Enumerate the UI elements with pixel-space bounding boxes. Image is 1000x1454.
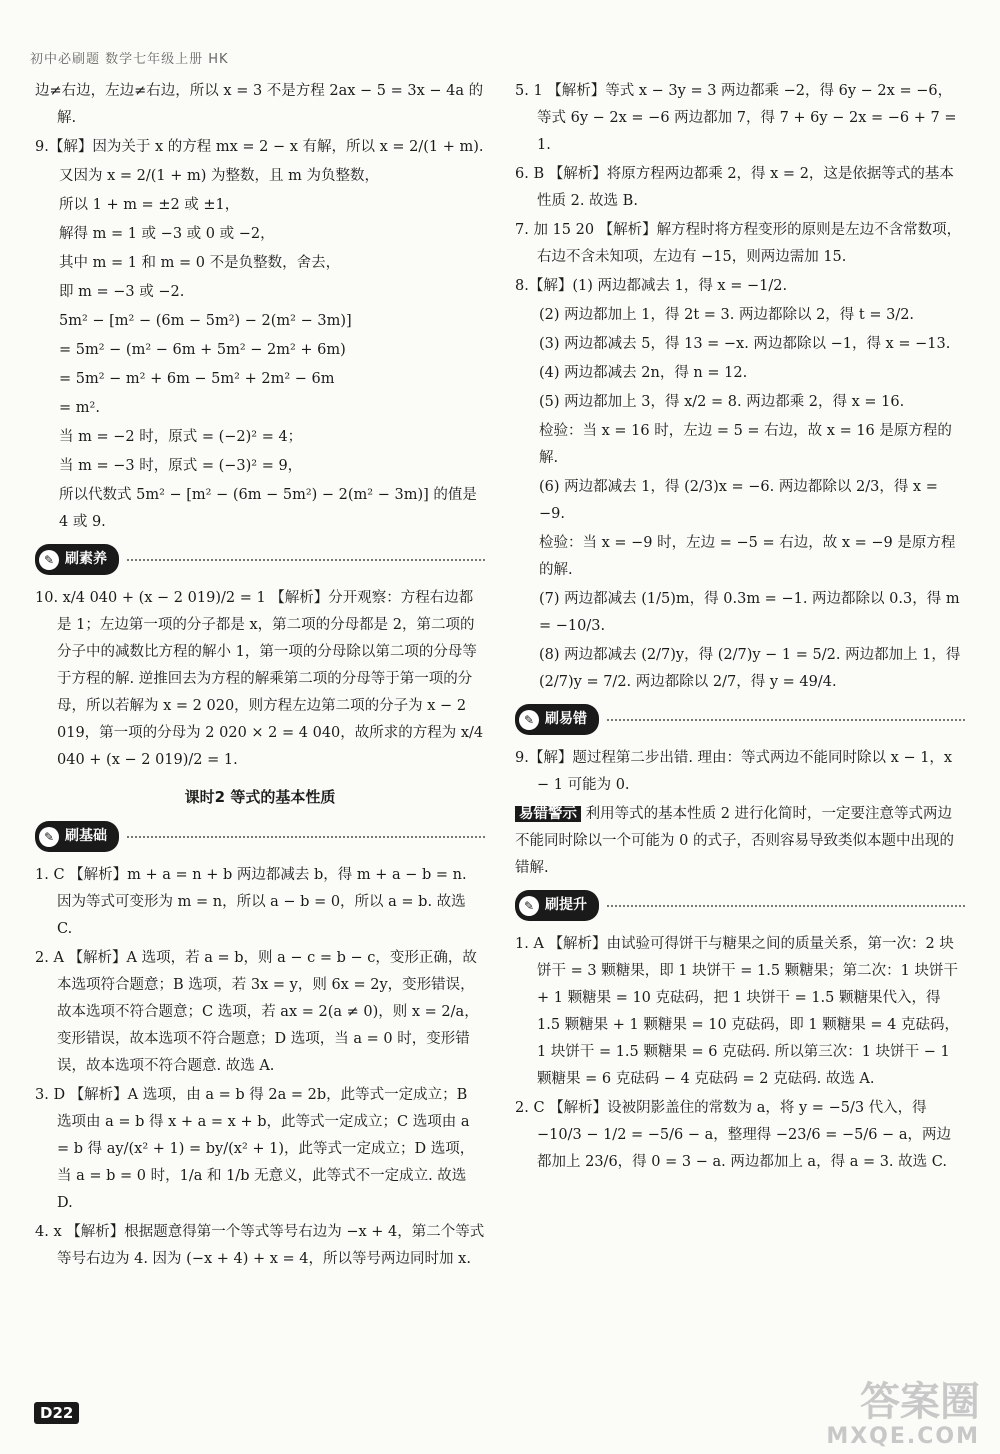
answer-9-line: 又因为 x = 2/(1 + m) 为整数，且 m 为负整数， bbox=[59, 168, 379, 184]
answer-9-line: = 5m² − (m² − 6m + 5m² − 2m² + 6m) bbox=[59, 342, 346, 358]
pen-icon: ✎ bbox=[519, 896, 539, 916]
section-tag bbox=[515, 704, 599, 735]
section-band-jichu bbox=[35, 821, 485, 852]
section-tag bbox=[35, 544, 119, 575]
answer-9-line: 9.【解】因为关于 x 的方程 mx = 2 − x 有解，所以 x = 2/(1 + m). bbox=[35, 139, 484, 155]
right-column bbox=[515, 78, 965, 1178]
answer-10: 10. x/4 040 + (x − 2 019)/2 = 1 【解析】分开观察：方程右边都是 1；左边第一项的分子都是 x，第二项的分母都是 2，第二项的分子中的减数比方程的解小 1，第一项的分母除以第二项的分母等于方程的解. 逆推回去为方程的解乘第二项的分母等于第一项的分母，所以若解为 x = 2 020，则方程左边第二项的分子为 x − 2 019，第一项的分母为 2 020 × 2 = 4 040，故所求的方程为 x/4 040 + (x − 2 019)/2 = 1. bbox=[35, 590, 484, 768]
warning-text: 利用等式的基本性质 2 进行化简时，一定要注意等式两边不能同时除以一个可能为 0 的式子，否则容易导致类似本题中出现的错解. bbox=[515, 806, 954, 876]
page-number: D22 bbox=[34, 1402, 79, 1424]
answer-8-step: (7) 两边都减去 (1/5)m，得 0.3m = −1. 两边都除以 0.3，得 m = −10/3. bbox=[539, 591, 960, 634]
section-tag-label: 刷素养 bbox=[65, 551, 107, 567]
section-tag bbox=[35, 821, 119, 852]
answer-9-line: 当 m = −3 时，原式 = (−3)² = 9， bbox=[59, 458, 303, 474]
answer-6: 6. B 【解析】将原方程两边都乘 2，得 x = 2，这是依据等式的基本性质 2. 故选 B. bbox=[515, 166, 954, 209]
answer-1: 1. C 【解析】m + a = n + b 两边都减去 b，得 m + a − b = n. 因为等式可变形为 m = n，所以 a − b = 0，所以 a = b. 故选 C. bbox=[35, 867, 467, 937]
section-tag-label: 刷易错 bbox=[545, 711, 587, 727]
answer-8-step: (5) 两边都加上 3，得 x/2 = 8. 两边都乘 2，得 x = 16. bbox=[539, 394, 905, 410]
answer-8-check: 检验：当 x = −9 时，左边 = −5 = 右边，故 x = −9 是原方程的解. bbox=[539, 535, 956, 578]
dotted-divider bbox=[127, 836, 485, 838]
answer-7: 7. 加 15 20 【解析】解方程时将方程变形的原则是左边不含常数项，右边不含未知项，左边有 −15，则两边需加 15. bbox=[515, 222, 962, 265]
answer-8-step: (4) 两边都减去 2n，得 n = 12. bbox=[539, 365, 748, 381]
answer-9-line: 即 m = −3 或 −2. bbox=[59, 284, 185, 300]
answer-9-line: 解得 m = 1 或 −3 或 0 或 −2， bbox=[59, 226, 275, 242]
answer-t2: 2. C 【解析】设被阴影盖住的常数为 a，将 y = −5/3 代入，得 −10/3 − 1/2 = −5/6 − a，整理得 −23/6 = −5/6 − a，两边都加上 23/6，得 0 = 3 − a. 两边都加上 a，得 a = 3. 故选 C. bbox=[515, 1100, 951, 1170]
running-header: 初中必刷题 数学七年级上册 HK bbox=[30, 52, 229, 67]
answer-4: 4. x 【解析】根据题意得第一个等式等号右边为 −x + 4，第二个等式等号右边为 4. 因为 (−x + 4) + x = 4，所以等号两边同时加 x. bbox=[35, 1224, 485, 1267]
answer-9-line: 其中 m = 1 和 m = 0 不是负整数，舍去， bbox=[59, 255, 341, 271]
section-band-suyang bbox=[35, 544, 485, 575]
dotted-divider bbox=[607, 905, 965, 907]
watermark-cn: 答案圈 bbox=[860, 1379, 980, 1425]
left-column bbox=[35, 78, 485, 1275]
section-tag-label: 刷基础 bbox=[65, 828, 107, 844]
answer-e9: 9.【解】题过程第二步出错. 理由：等式两边不能同时除以 x − 1，x − 1 可能为 0. bbox=[515, 750, 953, 793]
section-tag bbox=[515, 890, 599, 921]
answer-9-line: 5m² − [m² − (6m − 5m²) − 2(m² − 3m)] bbox=[59, 313, 352, 329]
dotted-divider bbox=[607, 719, 965, 721]
answer-8-check: 检验：当 x = 16 时，左边 = 5 = 右边，故 x = 16 是原方程的解. bbox=[539, 423, 952, 466]
pen-icon: ✎ bbox=[39, 827, 59, 847]
answer-2: 2. A 【解析】A 选项，若 a = b，则 a − c = b − c，变形正确，故本选项符合题意；B 选项，若 3x = y，则 6x = 2y，变形错误，故本选项不符合题意；C 选项，若 ax = 2(a ≠ 0)，则 x = 2/a，变形错误，故本选项不符合题意；D 选项，当 a = 0 时，变形错误，故本选项不符合题意. 故选 A. bbox=[35, 950, 479, 1074]
answer-8-step: (3) 两边都减去 5，得 13 = −x. 两边都除以 −1，得 x = −13. bbox=[539, 336, 951, 352]
error-warning bbox=[515, 801, 965, 882]
answer-8-step: (2) 两边都加上 1，得 2t = 3. 两边都除以 2，得 t = 3/2. bbox=[539, 307, 915, 323]
answer-9-line: = 5m² − m² + 6m − 5m² + 2m² − 6m bbox=[59, 371, 335, 387]
watermark bbox=[826, 1380, 980, 1449]
answer-8-step: (8) 两边都减去 (2/7)y，得 (2/7)y − 1 = 5/2. 两边都加上 1，得 (2/7)y = 7/2. 两边都除以 2/7，得 y = 49/4. bbox=[539, 647, 961, 690]
answer-t1: 1. A 【解析】由试验可得饼干与糖果之间的质量关系，第一次：2 块饼干 = 3 颗糖果，即 1 块饼干 = 1.5 颗糖果；第二次：1 块饼干 + 1 颗糖果 = 10 克砝码，把 1 块饼干 = 1.5 颗糖果代入，得 1.5 颗糖果 + 1 颗糖果 = 10 克砝码，即 1 颗糖果 = 4 克砝码，1 块饼干 = 1.5 颗糖果 = 6 克砝码. 所以第三次：1 块饼干 − 1 颗糖果 = 6 克砝码 − 4 克砝码 = 2 克砝码. 故选 A. bbox=[515, 936, 959, 1087]
answer-8: 8.【解】(1) 两边都减去 1，得 x = −1/2. bbox=[515, 278, 788, 294]
watermark-en: MXQE.COM bbox=[826, 1424, 980, 1449]
answer-9-line: 当 m = −2 时，原式 = (−2)² = 4； bbox=[59, 429, 303, 445]
answer-9-line: = m². bbox=[59, 400, 100, 416]
answer-3: 3. D 【解析】A 选项，由 a = b 得 2a = 2b，此等式一定成立；B 选项由 a = b 得 x + a = x + b，此等式一定成立；C 选项由 a = b 得 ay/(x² + 1) = by/(x² + 1)，此等式一定成立；D 选项，当 a = b = 0 时，1/a 和 1/b 无意义，此等式不一定成立. 故选 D. bbox=[35, 1087, 475, 1211]
answer-5: 5. 1 【解析】等式 x − 3y = 3 两边都乘 −2，得 6y − 2x = −6，等式 6y − 2x = −6 两边都加 7，得 7 + 6y − 2x = −6 + 7 = 1. bbox=[515, 83, 957, 153]
pen-icon: ✎ bbox=[519, 710, 539, 730]
answer-8-step: (6) 两边都减去 1，得 (2/3)x = −6. 两边都除以 2/3，得 x = −9. bbox=[539, 479, 938, 522]
warning-label: 易错警示 bbox=[515, 806, 581, 822]
section-band-yicuo bbox=[515, 704, 965, 735]
dotted-divider bbox=[127, 559, 485, 561]
pen-icon: ✎ bbox=[39, 550, 59, 570]
answer-9-line: 所以 1 + m = ±2 或 ±1， bbox=[59, 197, 240, 213]
lesson-title: 课时2 等式的基本性质 bbox=[184, 788, 336, 806]
section-band-tisheng bbox=[515, 890, 965, 921]
section-tag-label: 刷提升 bbox=[545, 897, 587, 913]
answer-line: 边≠右边，左边≠右边，所以 x = 3 不是方程 2ax − 5 = 3x − 4a 的解. bbox=[35, 83, 484, 126]
answer-9-line: 所以代数式 5m² − [m² − (6m − 5m²) − 2(m² − 3m)] 的值是 4 或 9. bbox=[59, 487, 477, 530]
